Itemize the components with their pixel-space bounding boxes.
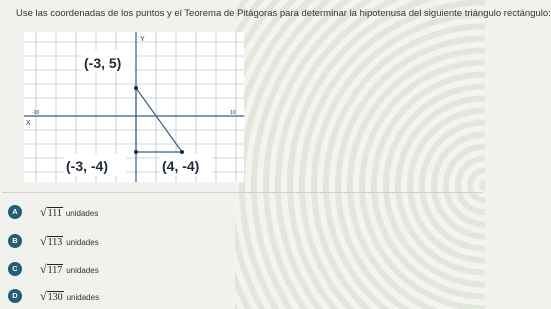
x-axis-label: X	[26, 120, 31, 127]
option-b-unit: unidades	[66, 238, 99, 247]
option-c-badge: C	[8, 262, 22, 276]
option-d[interactable]	[0, 287, 300, 307]
option-a-badge: A	[8, 205, 22, 219]
option-a-radicand: 111	[47, 208, 62, 219]
option-a-value	[40, 205, 98, 220]
coordinate-graph	[24, 32, 244, 182]
option-b[interactable]	[0, 232, 300, 252]
point-b	[134, 150, 138, 154]
option-d-unit: unidades	[66, 293, 100, 302]
y-axis-label: Y	[140, 36, 145, 43]
option-c-value	[40, 262, 99, 277]
option-b-badge: B	[8, 234, 22, 248]
option-a-unit: unidades	[65, 209, 99, 218]
sqrt-symbol: √	[40, 289, 47, 303]
point-c	[180, 150, 184, 154]
option-b-value	[40, 234, 99, 249]
point-b-label: (-3, -4)	[66, 158, 108, 174]
point-c-label: (4, -4)	[162, 158, 200, 174]
option-d-radicand: 130	[47, 292, 63, 303]
option-b-radicand: 113	[47, 237, 63, 248]
point-a-label: (-3, 5)	[84, 55, 122, 71]
sqrt-symbol: √	[40, 234, 47, 248]
sqrt-symbol: √	[40, 205, 47, 219]
option-d-badge: D	[8, 289, 22, 303]
option-c-radicand: 117	[47, 265, 63, 276]
question-text: Use las coordenadas de los puntos y el Teorema de Pitágoras para determinar la hipotenusa del siguiente triángulo rectángulo:	[16, 8, 551, 19]
x-tick-right: 10	[230, 110, 236, 116]
option-d-value	[40, 289, 99, 304]
option-c-unit: unidades	[66, 266, 99, 275]
point-a	[134, 86, 138, 90]
x-tick-left: -10	[32, 110, 40, 116]
sqrt-symbol: √	[40, 262, 47, 276]
option-c[interactable]	[0, 260, 300, 280]
option-a[interactable]	[0, 203, 300, 223]
